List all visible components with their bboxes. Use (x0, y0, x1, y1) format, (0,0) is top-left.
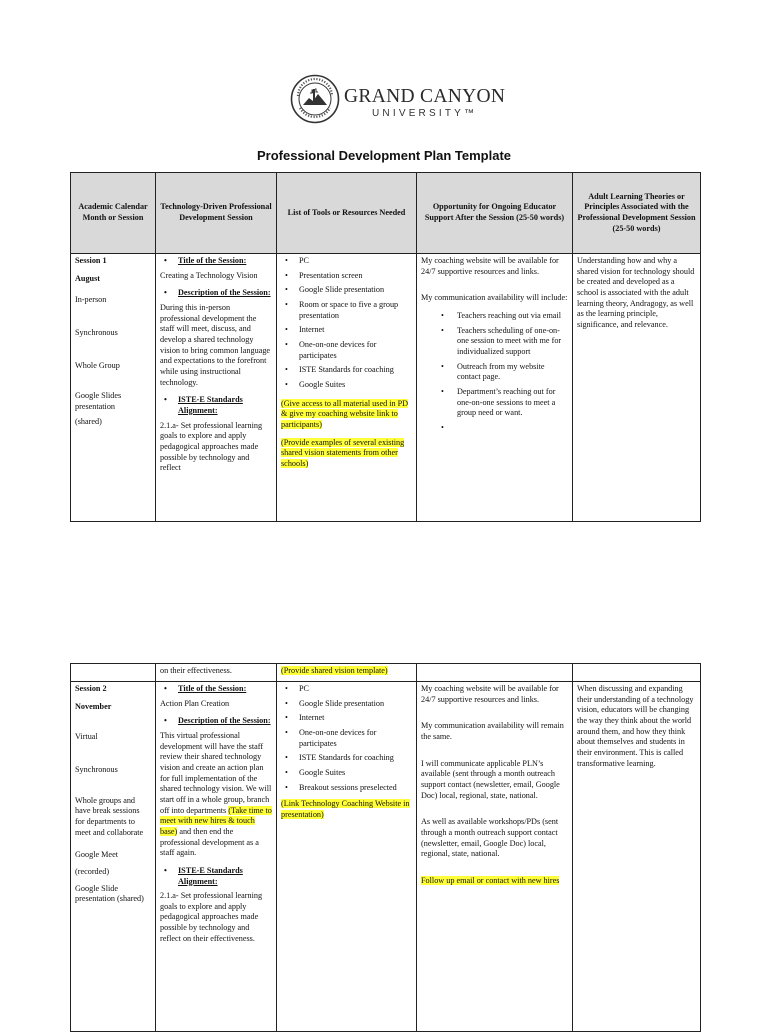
theory-text: Understanding how and why a shared vision for technology should be created and developed as a school is associated with the adult learning theory, Andragogy, as well as the learning principle, significance, and relevance. (577, 256, 695, 329)
standards-label: • ISTE-E Standards Alignment: (160, 395, 272, 416)
standards-value: 2.1.a- Set professional learning goals to explore and apply pedagogical approaches made possible by technology and reflect on their effectiveness. (160, 891, 263, 943)
grand-canyon-university-logo (288, 72, 506, 132)
session-label: Session 2 (75, 684, 107, 693)
support-paragraph: My coaching website will be available for 24/7 supportive resources and links. (421, 684, 559, 704)
list-item: • Google Suites (281, 380, 412, 391)
continuation-theory-cell (573, 664, 701, 682)
month-label: November (75, 701, 112, 711)
session-description: This virtual professional development will have the staff review their shared technology vision and create an action plan for full implementation of the shared technology vision. We will start off in a whole group, branch off into departments (Take time to meet with new hires & touch base) and then end the professional development as a staff again. (160, 730, 272, 858)
list-item: • Room or space to five a group presentation (281, 300, 412, 321)
new-hires-highlight: (Take time to meet with new hires & touch base) (160, 805, 272, 836)
session2-calendar-cell (71, 682, 156, 1032)
plan-table-page-1 (70, 172, 701, 522)
session1-calendar-cell (71, 254, 156, 522)
grouping-label: Whole Group (75, 360, 120, 370)
header-support: Opportunity for Ongoing Educator Support After the Session (25-50 words) (417, 173, 573, 254)
session-description: During this in-person professional development the staff will meet, discuss, and develop a shared technology vision to bring common language and expectations to the forefront while using instructional technology. (160, 302, 271, 387)
list-item: • Department’s reaching out for one-on-one sessions to meet a group need or want. (437, 387, 568, 419)
theory-text: When discussing and expanding their understanding of a technology vision, educators will be changing the way they think about the world around them, and how they think about themselves and students in their environment. This is called transformative learning. (577, 684, 694, 768)
session1-session-cell (156, 254, 277, 522)
session2-theory-cell (573, 682, 701, 1032)
header-theory: Adult Learning Theories or Principles Associated with the Professional Development Session (25-50 words) (573, 173, 701, 254)
list-item: • Internet (281, 325, 412, 336)
format-label: Virtual (75, 732, 98, 742)
list-item: • Teachers scheduling of one-on-one session to meet with me for individualized support (437, 326, 568, 358)
plan-table-page-2 (70, 663, 701, 1032)
support-paragraph: I will communicate applicable PLN’s available (sent through a month outreach support contact (newsletter, email, Google Doc) local, regional, state, national. (421, 758, 560, 800)
session1-theory-cell (573, 254, 701, 522)
description-label: • Description of the Session: (160, 288, 272, 299)
follow-up-highlight: Follow up email or contact with new hires (421, 875, 560, 885)
list-item: • One-on-one devices for participates (281, 728, 412, 749)
standards-value: 2.1.a- Set professional learning goals to explore and apply pedagogical approaches made possible by technology and reflect (160, 420, 263, 473)
page-title: Professional Development Plan Template (256, 148, 512, 163)
tools-note-highlight: (Link Technology Coaching Website in presentation) (281, 799, 410, 819)
table-row-session-1 (71, 254, 701, 522)
list-item: • Teachers reaching out via email (437, 311, 568, 322)
logo-brand-text: GRAND CANYON (344, 86, 506, 107)
header-tools: List of Tools or Resources Needed (277, 173, 417, 254)
recorded-label: (recorded) (75, 866, 110, 876)
platform-label: Google Meet (75, 850, 118, 860)
tools-note-highlight: (Provide shared vision template) (281, 666, 388, 675)
session2-support-cell (417, 682, 573, 1032)
continuation-session-cell: on their effectiveness. (156, 664, 277, 682)
mode-label: Synchronous (75, 327, 118, 337)
shared-label: (shared) (75, 416, 102, 426)
list-item: • Breakout sessions preselected (281, 783, 412, 794)
tools-note-highlight: (Give access to all material used in PD & give my coaching website link to participants) (281, 398, 409, 429)
list-item: • Google Slide presentation (281, 699, 412, 710)
list-item: • Google Suites (281, 768, 412, 779)
month-label: August (75, 273, 101, 283)
session2-session-cell (156, 682, 277, 1032)
session1-support-cell (417, 254, 573, 522)
session1-tools-cell (277, 254, 417, 522)
session-title-value: Creating a Technology Vision (160, 270, 258, 280)
list-item: • Presentation screen (281, 271, 412, 282)
grouping-label: Whole groups and have break sessions for departments to meet and collaborate (75, 795, 144, 837)
table-header-row (71, 173, 701, 254)
continuation-support-cell (417, 664, 573, 682)
logo-sub-text: UNIVERSITY™ (372, 108, 478, 119)
list-item: • Outreach from my website contact page. (437, 362, 568, 383)
support-paragraph: My coaching website will be available for 24/7 supportive resources and links. (421, 256, 559, 276)
university-seal-icon (290, 74, 340, 124)
title-of-session-label: • Title of the Session: (160, 684, 272, 695)
mode-label: Synchronous (75, 764, 118, 774)
support-paragraph: My communication availability will remain the same. (421, 721, 564, 741)
support-paragraph: My communication availability will include: (421, 293, 568, 303)
table-row-session-2 (71, 682, 701, 1032)
header-calendar: Academic Calendar Month or Session (71, 173, 156, 254)
session-title-value: Action Plan Creation (160, 698, 230, 708)
list-item: • One-on-one devices for participates (281, 340, 412, 361)
header-session: Technology-Driven Professional Development Session (156, 173, 277, 254)
tools-note-highlight: (Provide examples of several existing shared vision statements from other schools) (281, 437, 405, 468)
session2-tools-cell (277, 682, 417, 1032)
table-row-continuation (71, 664, 701, 682)
standards-label: • ISTE-E Standards Alignment: (160, 866, 272, 887)
continuation-calendar-cell (71, 664, 156, 682)
list-item: • Google Slide presentation (281, 285, 412, 296)
format-label: In-person (75, 295, 107, 305)
list-item: • ISTE Standards for coaching (281, 365, 412, 376)
list-item: • PC (281, 256, 412, 267)
continuation-tools-cell (277, 664, 417, 682)
list-item: • Internet (281, 713, 412, 724)
platform-label: Google Slides presentation (75, 391, 122, 411)
title-of-session-label: • Title of the Session: (160, 256, 272, 267)
description-label: • Description of the Session: (160, 716, 272, 727)
support-paragraph: As well as available workshops/PDs (sent through a month outreach support contact (newsletter, email, Google Doc) local, regional, state, national. (421, 817, 559, 859)
list-item: • PC (281, 684, 412, 695)
list-item: • ISTE Standards for coaching (281, 753, 412, 764)
slides-label: Google Slide presentation (shared) (75, 883, 144, 904)
session-label: Session 1 (75, 256, 107, 265)
